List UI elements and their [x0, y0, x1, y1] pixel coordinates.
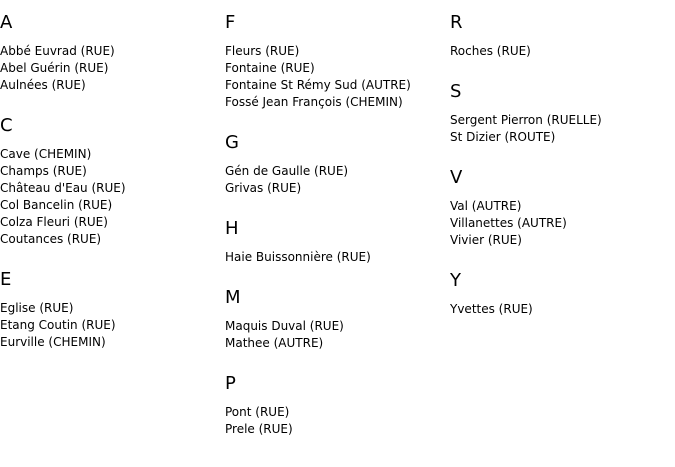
street-list: [225, 404, 450, 438]
letter-heading: C: [0, 115, 13, 136]
street-item: Yvettes (RUE): [450, 302, 533, 316]
letter-group: [0, 12, 225, 94]
letter-group: [225, 373, 450, 438]
street-list: [0, 300, 225, 351]
index-column: [225, 12, 450, 438]
street-item: Pont (RUE): [225, 405, 290, 419]
letter-heading: R: [450, 12, 463, 33]
street-item: Col Bancelin (RUE): [0, 198, 113, 212]
letter-heading: Y: [450, 270, 461, 291]
street-item: Prele (RUE): [225, 422, 293, 436]
street-item: Aulnées (RUE): [0, 78, 86, 92]
letter-group: [0, 269, 225, 351]
street-item: Villanettes (AUTRE): [450, 216, 567, 230]
letter-group: [225, 132, 450, 197]
street-list: [225, 163, 450, 197]
street-list: [450, 198, 675, 249]
letter-group: [450, 167, 675, 249]
letter-heading: S: [450, 81, 462, 102]
street-list: [0, 43, 225, 94]
street-item: Gén de Gaulle (RUE): [225, 164, 349, 178]
street-item: Coutances (RUE): [0, 232, 102, 246]
street-item: Fontaine (RUE): [225, 61, 315, 75]
letter-group: [225, 12, 450, 111]
street-item: Château d'Eau (RUE): [0, 181, 126, 195]
letter-group: [0, 115, 225, 248]
street-list: [225, 249, 450, 266]
street-list: [225, 318, 450, 352]
street-list: [450, 43, 675, 60]
letter-heading: E: [0, 269, 12, 290]
street-item: Colza Fleuri (RUE): [0, 215, 108, 229]
street-item: Grivas (RUE): [225, 181, 302, 195]
street-list: [450, 112, 675, 146]
street-item: Eglise (RUE): [0, 301, 74, 315]
street-item: Fontaine St Rémy Sud (AUTRE): [225, 78, 411, 92]
street-list: [225, 43, 450, 111]
street-list: [0, 146, 225, 248]
letter-group: [450, 270, 675, 318]
street-item: Abel Guérin (RUE): [0, 61, 109, 75]
street-item: Haie Buissonnière (RUE): [225, 250, 371, 264]
letter-group: [225, 218, 450, 266]
street-item: Fleurs (RUE): [225, 44, 300, 58]
street-list: [450, 301, 675, 318]
street-item: Vivier (RUE): [450, 233, 522, 247]
street-item: Champs (RUE): [0, 164, 87, 178]
letter-group: [450, 12, 675, 60]
letter-heading: P: [225, 373, 236, 394]
letter-heading: G: [225, 132, 239, 153]
index-column: [450, 12, 675, 318]
letter-heading: A: [0, 12, 13, 33]
index-column: [0, 12, 225, 351]
street-item: Mathee (AUTRE): [225, 336, 324, 350]
letter-heading: M: [225, 287, 241, 308]
street-item: Cave (CHEMIN): [0, 147, 92, 161]
street-item: Abbé Euvrad (RUE): [0, 44, 115, 58]
street-item: St Dizier (ROUTE): [450, 130, 556, 144]
street-item: Fossé Jean François (CHEMIN): [225, 95, 403, 109]
street-item: Eurville (CHEMIN): [0, 335, 106, 349]
letter-heading: H: [225, 218, 239, 239]
letter-heading: V: [450, 167, 463, 188]
street-item: Maquis Duval (RUE): [225, 319, 344, 333]
street-item: Sergent Pierron (RUELLE): [450, 113, 602, 127]
street-item: Val (AUTRE): [450, 199, 522, 213]
letter-heading: F: [225, 12, 236, 33]
street-item: Roches (RUE): [450, 44, 531, 58]
street-item: Etang Coutin (RUE): [0, 318, 116, 332]
letter-group: [225, 287, 450, 352]
letter-group: [450, 81, 675, 146]
